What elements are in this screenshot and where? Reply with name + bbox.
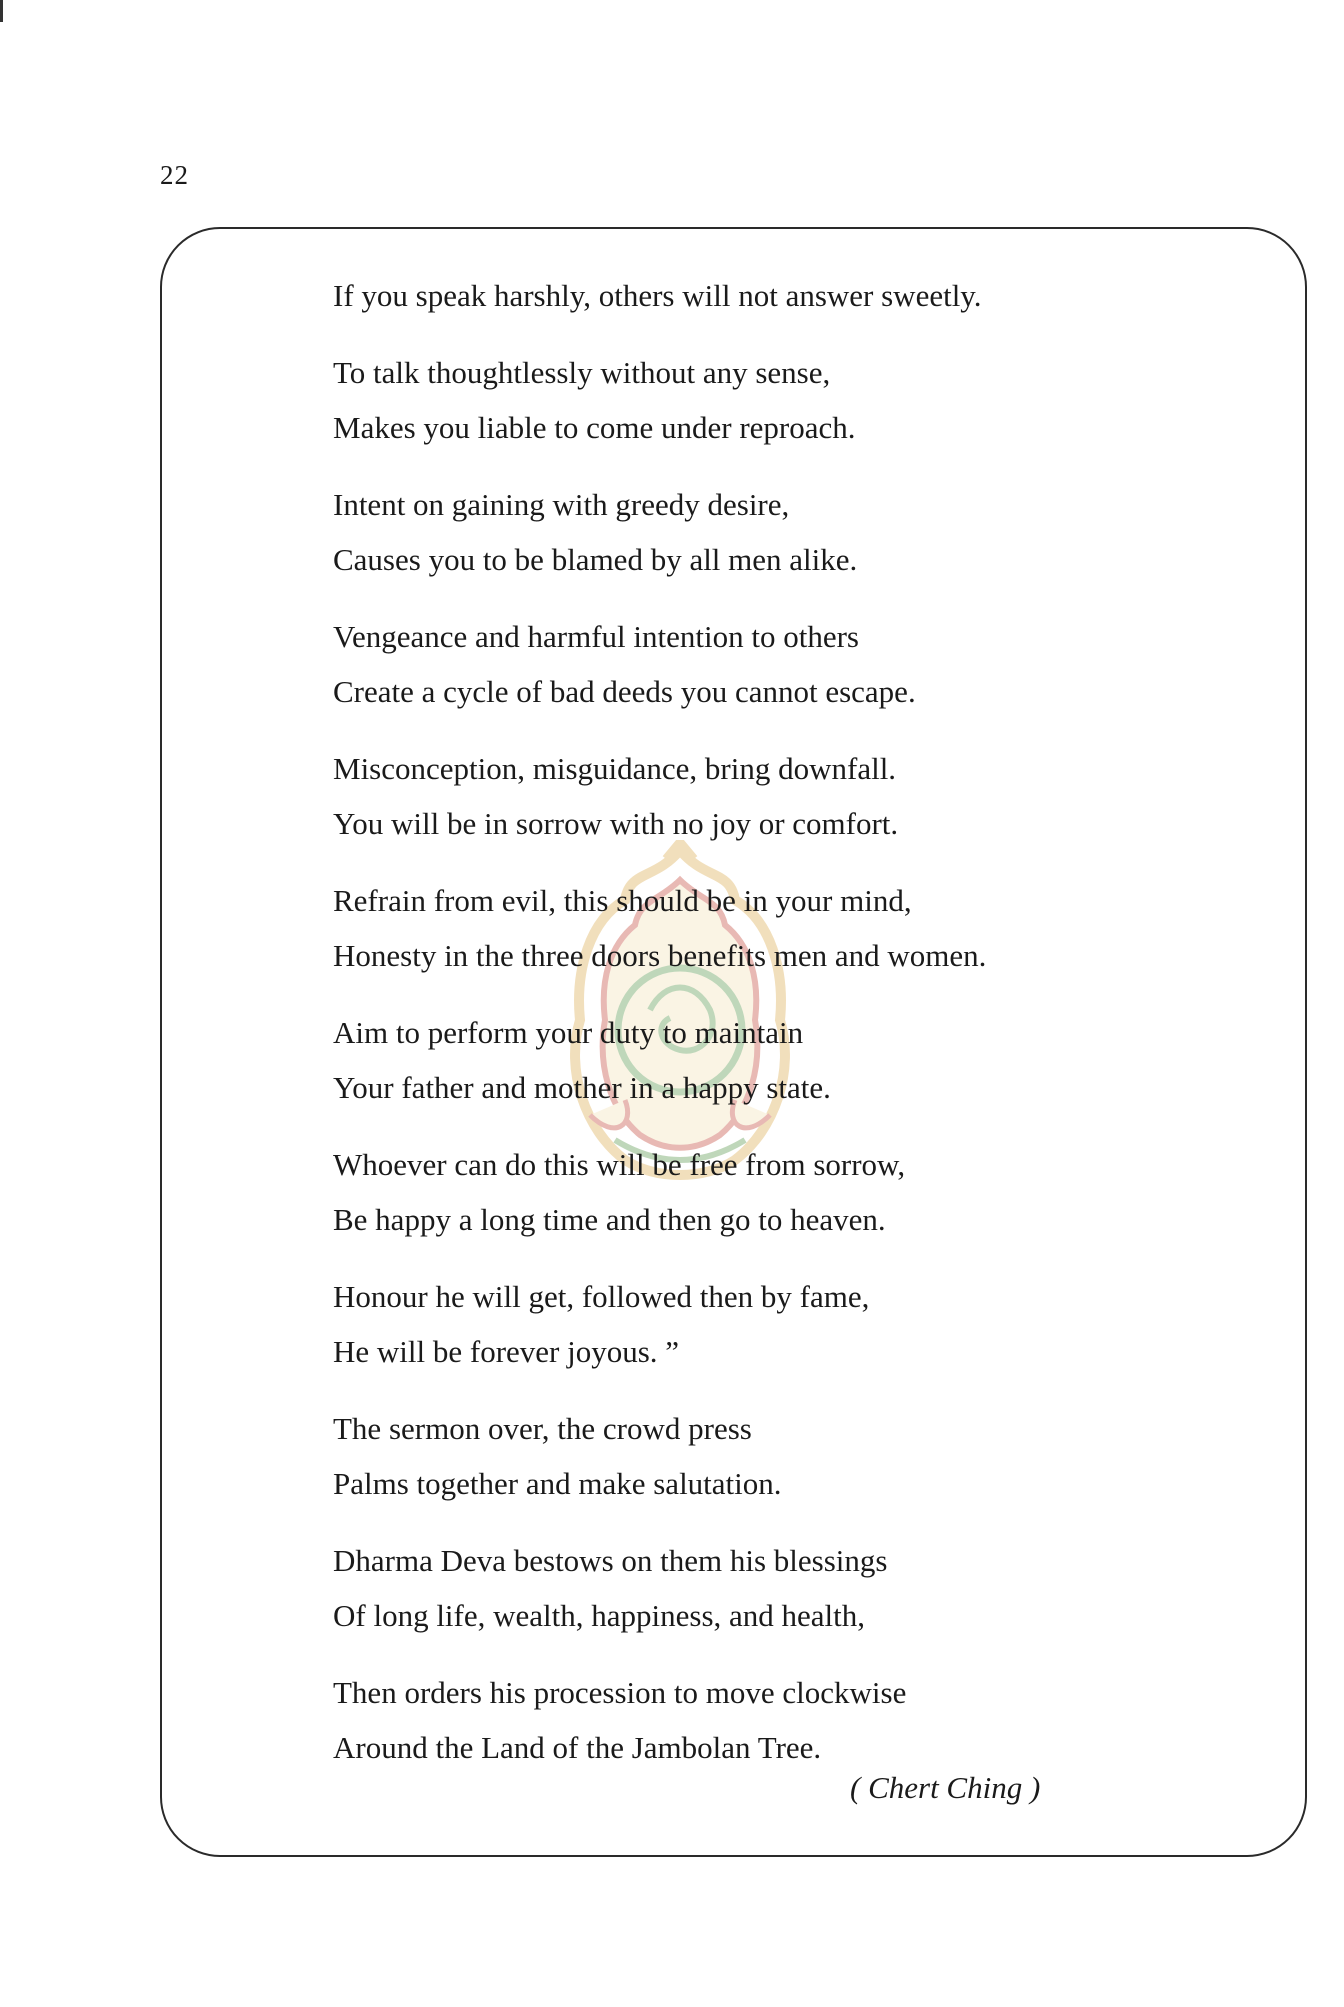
poem-line: Around the Land of the Jambolan Tree. — [333, 1730, 822, 1765]
poem-line: Vengeance and harmful intention to others — [333, 619, 859, 654]
poem-body — [333, 268, 1233, 1797]
poem-line: Whoever can do this will be free from sorrow, — [333, 1147, 906, 1182]
poem-stanza — [333, 1665, 1233, 1775]
poem-stanza — [333, 1137, 1233, 1247]
poem-stanza — [333, 741, 1233, 851]
poem-stanza — [333, 345, 1233, 455]
poem-line: You will be in sorrow with no joy or comfort. — [333, 806, 899, 841]
poem-attribution: ( Chert Ching ) — [850, 1770, 1041, 1805]
poem-line: Create a cycle of bad deeds you cannot escape. — [333, 674, 916, 709]
page-number: 22 — [160, 160, 189, 190]
poem-line: He will be forever joyous. ” — [333, 1334, 680, 1369]
page-edge-mark — [0, 0, 3, 22]
poem-line: The sermon over, the crowd press — [333, 1411, 752, 1446]
poem-line: To talk thoughtlessly without any sense, — [333, 355, 831, 390]
poem-line: Then orders his procession to move clockwise — [333, 1675, 907, 1710]
poem-stanza — [333, 1005, 1233, 1115]
poem-line: Palms together and make salutation. — [333, 1466, 782, 1501]
poem-line: Honesty in the three doors benefits men and women. — [333, 938, 987, 973]
poem-stanza — [333, 1401, 1233, 1511]
poem-line: Be happy a long time and then go to heaven. — [333, 1202, 886, 1237]
poem-line: Your father and mother in a happy state. — [333, 1070, 831, 1105]
poem-line: Of long life, wealth, happiness, and health, — [333, 1598, 866, 1633]
poem-stanza — [333, 1533, 1233, 1643]
poem-line: Misconception, misguidance, bring downfall. — [333, 751, 897, 786]
poem-line: If you speak harshly, others will not answer sweetly. — [333, 278, 982, 313]
poem-stanza — [333, 873, 1233, 983]
poem-line: Causes you to be blamed by all men alike. — [333, 542, 858, 577]
poem-line: Intent on gaining with greedy desire, — [333, 487, 790, 522]
poem-stanza — [333, 1269, 1233, 1379]
poem-line: Makes you liable to come under reproach. — [333, 410, 856, 445]
poem-stanza — [333, 268, 1233, 323]
poem-line: Honour he will get, followed then by fame, — [333, 1279, 870, 1314]
poem-stanza — [333, 477, 1233, 587]
poem-stanza — [333, 609, 1233, 719]
poem-line: Dharma Deva bestows on them his blessings — [333, 1543, 888, 1578]
poem-line: Refrain from evil, this should be in your mind, — [333, 883, 912, 918]
poem-line: Aim to perform your duty to maintain — [333, 1015, 804, 1050]
